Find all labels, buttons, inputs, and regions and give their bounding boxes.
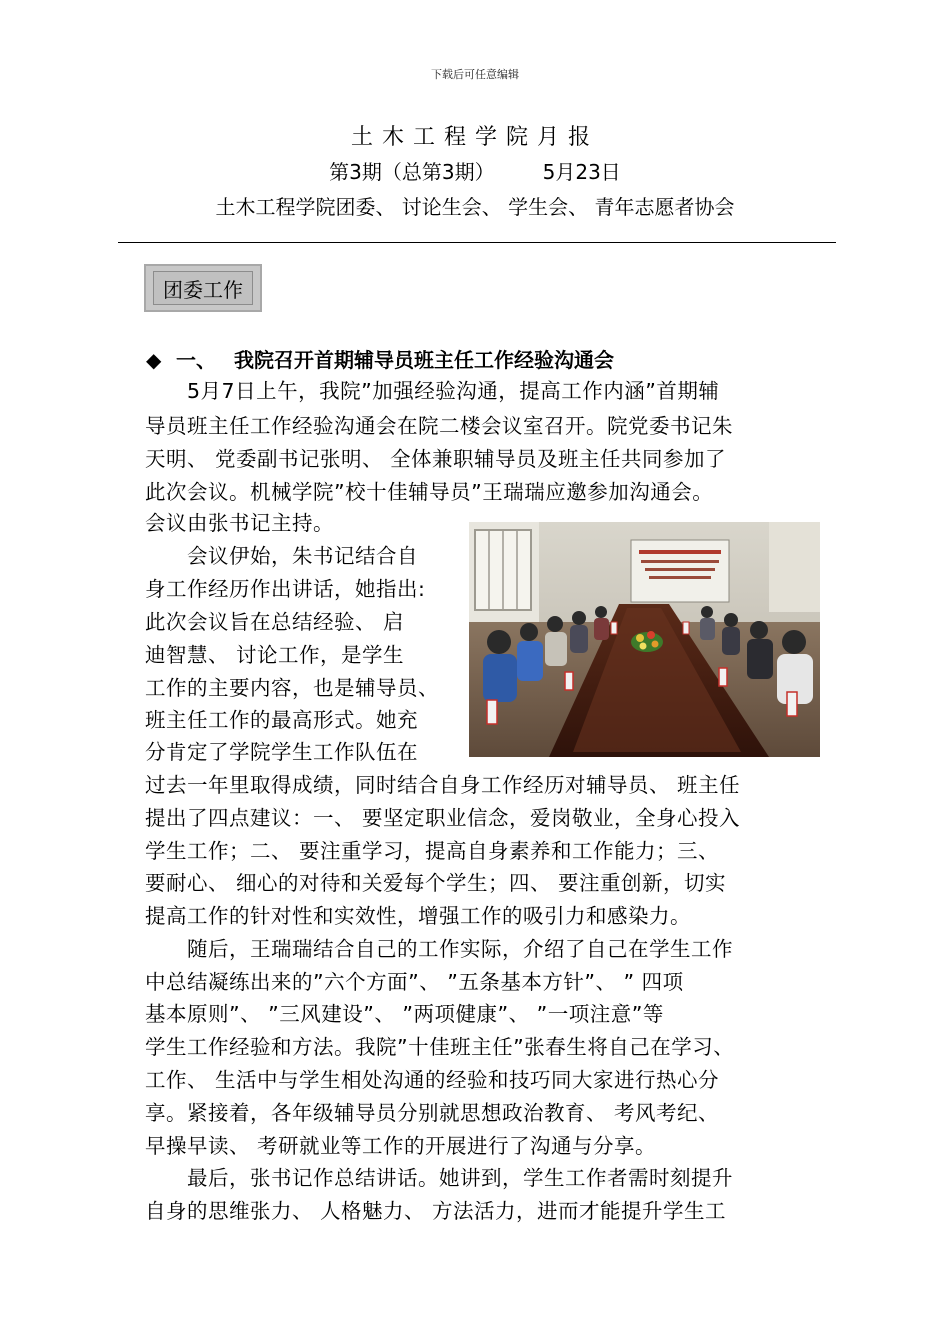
body-line: 自身的思维张力、 人格魅力、 方法活力，进而才能提升学生工 [145, 1199, 727, 1223]
body-line: 会议由张书记主持。 [145, 511, 334, 535]
body-line: 提高工作的针对性和实效性，增强工作的吸引力和感染力。 [145, 904, 691, 928]
body-line: 身工作经历作出讲话，她指出: [145, 577, 426, 601]
section-label: 团委工作 [153, 271, 253, 305]
body-line: 早操早读、 考研就业等工作的开展进行了沟通与分享。 [145, 1134, 657, 1158]
masthead-title: 土木工程学院月报 [350, 125, 599, 150]
body-line: 享。紧接着，各年级辅导员分别就思想政治教育、 考风考纪、 [145, 1101, 720, 1125]
meeting-room-photo [469, 522, 820, 757]
masthead-organizers: 土木工程学院团委、 讨论生会、 学生会、 青年志愿者协会 [215, 195, 735, 219]
body-line: 学生工作经验和方法。我院”十佳班主任”张春生将自己在学习、 [145, 1035, 735, 1059]
body-line: 过去一年里取得成绩，同时结合自身工作经历对辅导员、 班主任 [145, 773, 741, 797]
top-note: 下载后可任意编辑 [431, 68, 519, 81]
body-line: 最后，张书记作总结讲话。她讲到，学生工作者需时刻提升 [145, 1166, 733, 1190]
body-line: 导员班主任工作经验沟通会在院二楼会议室召开。院党委书记朱 [145, 414, 733, 438]
issue-number: 第3期（总第3期） [329, 160, 495, 184]
body-line: 要耐心、 细心的对待和关爱每个学生；四、 要注重创新，切实 [145, 871, 727, 895]
masthead-issue-line [0, 156, 950, 185]
body-line: 班主任工作的最高形式。她充 [145, 708, 418, 732]
section-label-box [144, 264, 262, 312]
body-line: 迪智慧、 讨论工作，是学生 [145, 643, 405, 667]
body-line: 工作的主要内容，也是辅导员、 [145, 676, 439, 700]
body-line: 提出了四点建议：一、 要坚定职业信念，爱岗敬业，全身心投入 [145, 806, 741, 830]
body-line: 基本原则”、 ”三风建设”、 ”两项健康”、 ”一项注意”等 [145, 1002, 664, 1026]
body-line: 中总结凝练出来的”六个方面”、 ”五条基本方针”、 ” 四项 [145, 970, 684, 994]
article-number: 一、 [176, 348, 216, 372]
body-line: 5月7日上午，我院”加强经验沟通，提高工作内涵”首期辅 [145, 379, 720, 403]
issue-date: 5月23日 [542, 160, 621, 184]
body-line: 会议伊始，朱书记结合自 [145, 544, 418, 568]
masthead-divider [118, 242, 836, 243]
body-line: 此次会议。机械学院”校十佳辅导员”王瑞瑞应邀参加沟通会。 [145, 480, 714, 504]
article-title: 我院召开首期辅导员班主任工作经验沟通会 [234, 348, 614, 372]
body-line: 此次会议旨在总结经验、 启 [145, 610, 405, 634]
diamond-bullet-icon: ◆ [146, 348, 162, 372]
body-line: 分肯定了学院学生工作队伍在 [145, 740, 418, 764]
body-line: 天明、 党委副书记张明、 全体兼职辅导员及班主任共同参加了 [145, 447, 727, 471]
body-line: 学生工作；二、 要注重学习，提高自身素养和工作能力；三、 [145, 839, 720, 863]
body-line: 随后，王瑞瑞结合自己的工作实际，介绍了自己在学生工作 [145, 937, 733, 961]
body-line: 工作、 生活中与学生相处沟通的经验和技巧同大家进行热心分 [145, 1068, 720, 1092]
article-heading [146, 344, 614, 373]
